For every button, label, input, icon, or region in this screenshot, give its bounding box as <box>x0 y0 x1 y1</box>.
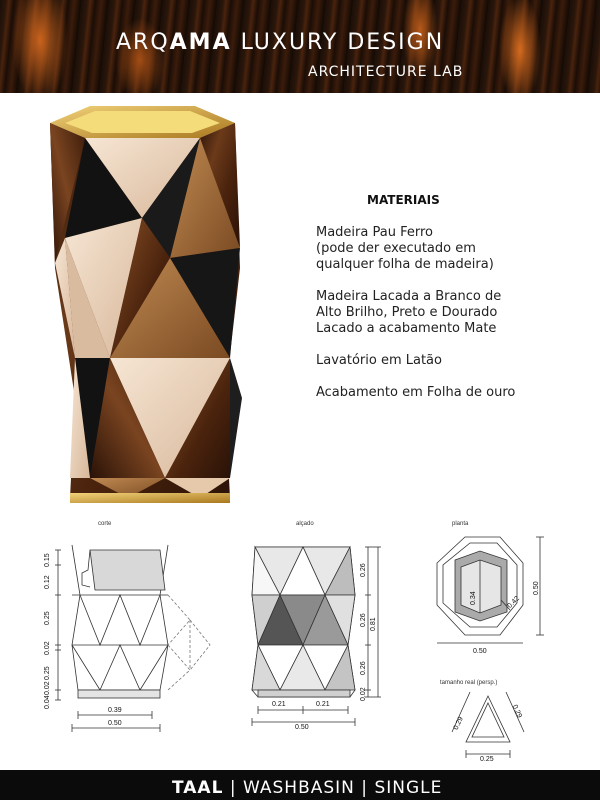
elevation-drawing-lines <box>230 515 390 770</box>
elevation-drawing <box>230 515 390 770</box>
product-name: TAAL <box>172 778 224 798</box>
section-dim-label: 0.12 <box>44 575 51 589</box>
elevation-dim-label: 0.26 <box>360 613 367 627</box>
section-drawing-lines <box>0 515 220 770</box>
product-variant: SINGLE <box>374 778 443 798</box>
elevation-bottom-b: 0.21 <box>316 701 330 708</box>
elevation-total-height: 0.81 <box>370 617 377 631</box>
section-dim-label: 0.02 <box>44 641 51 655</box>
true-size-lines <box>430 670 540 770</box>
section-dim-label: 0.25 <box>44 611 51 625</box>
elevation-dim-label: 0.26 <box>360 563 367 577</box>
material-item: Lavatório em Latão <box>316 353 442 368</box>
brand-title-bold: AMA <box>169 30 232 55</box>
washbasin-product-image <box>30 98 260 518</box>
plan-drawing-lines <box>415 515 555 645</box>
section-drawing-label: corte <box>98 521 112 527</box>
section-width-outer: 0.50 <box>108 720 122 727</box>
brand-title-rest: LUXURY DESIGN <box>231 30 445 55</box>
brand-title-part: ARQ <box>116 30 170 55</box>
plan-drawing-label: planta <box>452 521 469 527</box>
materials-title: MATERIAIS <box>367 193 440 207</box>
plan-side-dim: 0.50 <box>533 581 540 595</box>
footer-separator: | <box>223 778 243 798</box>
plan-small-dim: 0.42 <box>506 595 522 610</box>
true-size-drawing <box>430 670 540 770</box>
section-drawing <box>0 515 220 770</box>
brand-subtitle: ARCHITECTURE LAB <box>308 64 464 80</box>
section-dim-label: 0.25 <box>44 666 51 680</box>
plan-width-dim: 0.50 <box>473 648 487 655</box>
true-size-left: 0.29 <box>452 715 465 732</box>
material-item: Madeira Pau Ferro (pode der executado em qualquer folha de madeira) <box>316 225 494 272</box>
brand-title <box>116 30 444 55</box>
header-banner <box>0 0 600 93</box>
elevation-dim-label: 0.26 <box>360 661 367 675</box>
footer-bar <box>0 770 600 800</box>
plan-inner-dim: 0.34 <box>470 591 477 605</box>
true-size-right: 0.29 <box>510 703 523 720</box>
section-width-inner: 0.39 <box>108 707 122 714</box>
section-dim-label: 0.15 <box>44 553 51 567</box>
true-size-label: tamanho real (persp.) <box>440 680 498 686</box>
elevation-drawing-label: alçado <box>296 521 314 527</box>
elevation-dim-label: 0.02 <box>360 687 367 701</box>
material-item: Acabamento em Folha de ouro <box>316 385 516 400</box>
section-dim-label: 0.04 <box>44 695 51 709</box>
elevation-bottom-a: 0.21 <box>272 701 286 708</box>
elevation-width: 0.50 <box>295 724 309 731</box>
product-type: WASHBASIN <box>242 778 355 798</box>
footer-separator: | <box>354 778 375 798</box>
materials-list <box>316 225 576 417</box>
material-item: Madeira Lacada a Branco de Alto Brilho, Preto e Dourado Lacado a acabamento Mate <box>316 289 502 336</box>
section-dim-label: 0.02 <box>44 681 51 695</box>
true-size-base: 0.25 <box>480 756 494 763</box>
